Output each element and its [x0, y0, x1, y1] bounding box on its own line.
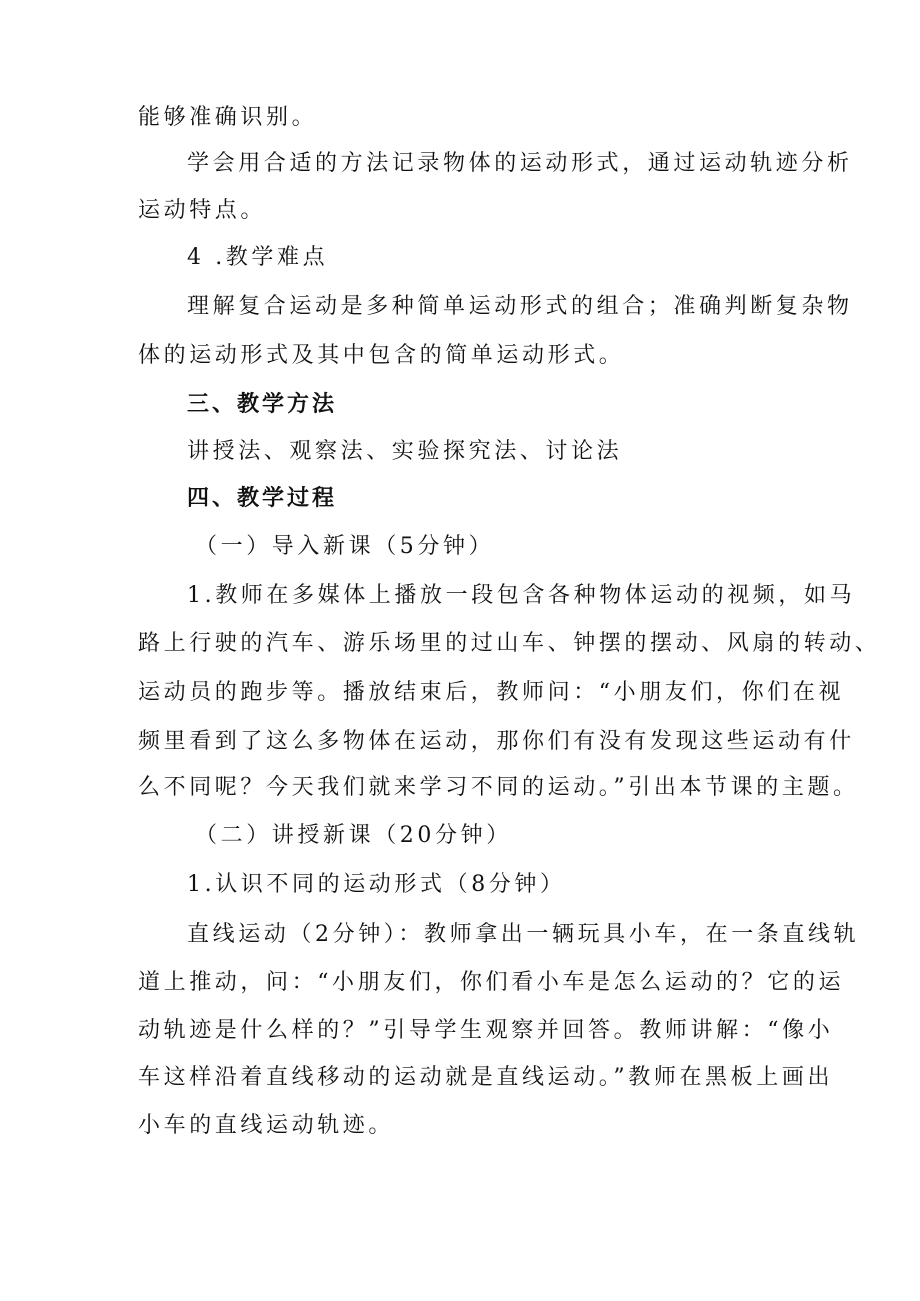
subheading-teaching-difficulty: 4 .教学难点 [187, 245, 329, 270]
text-line-15: 么不同呢？今天我们就来学习不同的运动。”引出本节课的主题。 [138, 775, 859, 800]
text-line-3: 运动特点。 [138, 198, 267, 223]
text-line-1: 能够准确识别。 [138, 105, 318, 130]
text-line-19: 道上推动，问：“小朋友们，你们看小车是怎么运动的？它的运 [138, 970, 845, 995]
text-line-11: 1.教师在多媒体上播放一段包含各种物体运动的视频，如马 [187, 583, 856, 608]
text-line-20: 动轨迹是什么样的？”引导学生观察并回答。教师讲解：“像小 [138, 1018, 834, 1043]
text-line-8: 讲授法、观察法、实验探究法、讨论法 [187, 439, 623, 464]
text-line-12: 路上行驶的汽车、游乐场里的过山车、钟摆的摆动、风扇的转动、 [138, 631, 881, 656]
subheading-new-lesson: （二）讲授新课（20分钟） [195, 823, 512, 848]
section-heading-teaching-process: 四、教学过程 [187, 486, 338, 511]
text-line-21: 车这样沿着直线移动的运动就是直线运动。”教师在黑板上画出 [138, 1065, 834, 1090]
text-line-22: 小车的直线运动轨迹。 [138, 1113, 395, 1138]
text-line-13: 运动员的跑步等。播放结束后，教师问：“小朋友们，你们在视 [138, 680, 845, 705]
text-line-6: 体的运动形式及其中包含的简单运动形式。 [138, 343, 625, 368]
text-line-5: 理解复合运动是多种简单运动形式的组合；准确判断复杂物 [187, 294, 853, 319]
text-line-14: 频里看到了这么多物体在运动，那你们有没有发现这些运动有什 [138, 729, 855, 754]
text-line-18: 直线运动（2分钟）：教师拿出一辆玩具小车，在一条直线轨 [187, 922, 860, 947]
text-line-17: 1.认识不同的运动形式（8分钟） [187, 872, 566, 897]
text-line-2: 学会用合适的方法记录物体的运动形式，通过运动轨迹分析 [187, 151, 853, 176]
subheading-introduction: （一）导入新课（5分钟） [195, 534, 495, 559]
section-heading-teaching-methods: 三、教学方法 [187, 392, 338, 417]
